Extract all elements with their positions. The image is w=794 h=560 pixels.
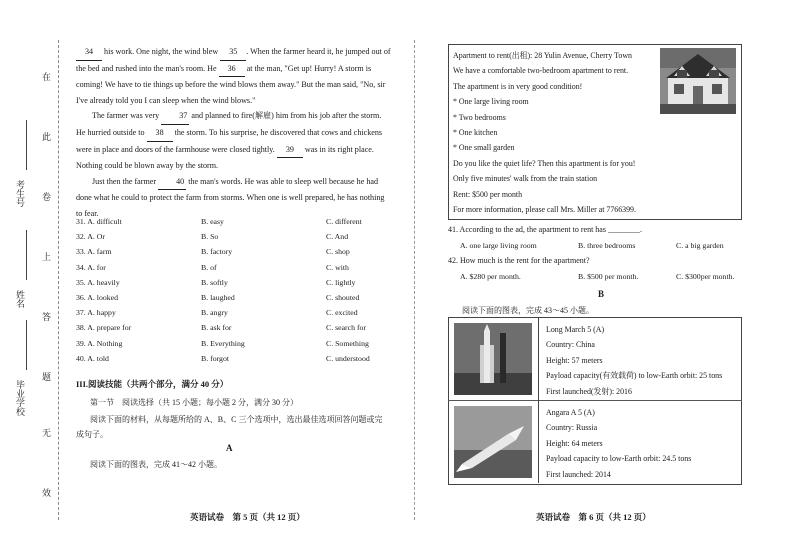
option-39-a[interactable]: 39. A. Nothing (76, 338, 123, 348)
seal-char: 无 (41, 428, 51, 437)
option-40-c[interactable]: C. understood (326, 353, 370, 363)
rocket-photo-angara (454, 406, 532, 478)
part-a-heading: A (226, 443, 233, 453)
option-37-a[interactable]: 37. A. happy (76, 308, 116, 318)
q41-option-b[interactable]: B. three bedrooms (578, 241, 636, 250)
field-name-line (26, 230, 27, 280)
house-photo (660, 48, 736, 114)
option-36-b[interactable]: B. laughed (201, 293, 235, 302)
option-32-a[interactable]: 32. A. Or (76, 232, 106, 242)
option-33-a[interactable]: 33. A. farm (76, 247, 112, 257)
q42-option-c[interactable]: C. $300per month. (676, 272, 735, 281)
field-name: 姓名 (15, 290, 25, 308)
option-34-a[interactable]: 34. A. for (76, 262, 106, 272)
rocket-info-2: Angara A 5 (A) Country: Russia Height: 64 meters Payload capacity to low-Earth orbit: 24.5 tons First launched: 2014 (546, 408, 692, 479)
option-31-a[interactable]: 31. A. difficult (76, 217, 122, 226)
rocket-info-1: Long March 5 (A) Country: China Height: 57 meters Payload capacity(有效载荷) to low-Earth orbit: 25 tons First launched(发射): 2016 (546, 325, 723, 396)
option-37-c[interactable]: C. excited (326, 308, 358, 318)
rocket-photo-long-march (454, 323, 532, 395)
field-exam-number-line (26, 120, 27, 170)
option-38-b[interactable]: B. ask for (201, 323, 232, 333)
part-a-instructions: 阅读下面的图表，完成 41～42 小题。 (90, 460, 222, 469)
instructions-cont: 成句子。 (76, 430, 108, 439)
question-41: 41. According to the ad, the apartment to rent has ________. (448, 225, 642, 234)
field-school-line (26, 320, 27, 370)
field-school: 毕业学校 (15, 380, 25, 416)
instructions: 阅读下面的材料，从每题所给的 A、B、C 三个选项中，选出最佳选项回答问题或完 (90, 415, 383, 424)
option-40-a[interactable]: 40. A. told (76, 353, 109, 363)
ad-text: Apartment to rent(出租): 28 Yulin Avenue, Cherry Town We have a comfortable two-bedroom apartment to rent. The apartment is in very good condition! * One large living room * Two bedrooms * One kitchen * One small garden Do you like the quiet life? Then this apartment is for you! Only five minutes' walk from the train station Rent: $500 per month For more information, please call Mrs. Miller at 7766399. (453, 51, 636, 215)
part-b-heading: B (598, 289, 605, 299)
section-title: III.阅读技能（共两个部分，满分 40 分） (76, 379, 229, 389)
subsection-title: 第一节 阅读选择（共 15 小题；每小题 2 分，满分 30 分） (90, 398, 298, 407)
q42-option-a[interactable]: A. $280 per month. (460, 272, 521, 281)
seal-char: 上 (41, 252, 51, 261)
option-31-c[interactable]: C. different (326, 217, 362, 226)
option-37-b[interactable]: B. angry (201, 308, 228, 318)
footer-page-5: 英语试卷 第 5 页（共 12 页） (190, 512, 305, 522)
option-38-c[interactable]: C. search for (326, 323, 367, 333)
option-38-a[interactable]: 38. A. prepare for (76, 323, 132, 333)
blank-34[interactable]: 34 (76, 44, 102, 61)
option-32-b[interactable]: B. So (201, 232, 219, 242)
seal-char: 此 (41, 132, 51, 141)
seal-char: 卷 (41, 192, 51, 201)
option-35-a[interactable]: 35. A. heavily (76, 277, 120, 287)
rocket-table-col-divider (538, 317, 539, 483)
rocket-table-divider (448, 400, 742, 401)
option-33-c[interactable]: C. shop (326, 247, 350, 257)
footer-page-6: 英语试卷 第 6 页（共 12 页） (536, 512, 651, 522)
passage: 34 his work. One night, the wind blew 35 . When the farmer heard it, he jumped out of the bed and rushed into the man's room. He 36 at the man, "Get up! Hurry! A storm is coming! We have to tie things up before the wind blows them away." But the man said, "No, sir I've already told you I can sleep when the wind blows." The farmer was very 37 and planned to fire(解雇) him from his job after the storm. He hurried outside to 38 the storm. To his surprise, he discovered that cows and chickens were in place and doors of the farmhouse were closed tightly. 39 was in its right place. Nothing could be blown away by the storm. Just then the farmer 40 the man's words. He was able to sleep well because he had done what he could to protect the farm from storms. When one is well prepared, he has nothing to fear. (76, 44, 394, 222)
part-b-instructions: 阅读下面的图表，完成 43～45 小题。 (462, 306, 594, 315)
option-32-c[interactable]: C. And (326, 232, 349, 242)
page-divider (414, 40, 415, 520)
q41-option-a[interactable]: A. one large living room (460, 241, 537, 250)
blank-40[interactable]: 40 (158, 174, 186, 191)
seal-char: 效 (41, 488, 51, 497)
option-33-b[interactable]: B. factory (201, 247, 233, 257)
option-36-c[interactable]: C. shouted (326, 293, 360, 302)
q42-option-b[interactable]: B. $500 per month. (578, 272, 639, 281)
option-34-c[interactable]: C. with (326, 262, 349, 272)
seal-char: 在 (41, 72, 51, 81)
option-35-c[interactable]: C. lightly (326, 277, 356, 287)
option-31-b[interactable]: B. easy (201, 217, 224, 226)
blank-37[interactable]: 37 (161, 108, 189, 125)
seal-char: 题 (41, 372, 51, 381)
question-42: 42. How much is the rent for the apartment? (448, 256, 590, 265)
seal-char: 答 (41, 312, 51, 321)
field-exam-number: 考生号 (15, 180, 25, 207)
option-39-c[interactable]: C. Something (326, 338, 369, 348)
blank-39[interactable]: 39 (277, 142, 303, 159)
option-36-a[interactable]: 36. A. looked (76, 293, 119, 302)
blank-38[interactable]: 38 (147, 125, 173, 142)
option-34-b[interactable]: B. of (201, 262, 217, 272)
option-39-b[interactable]: B. Everything (201, 338, 245, 348)
binding-line (58, 40, 59, 520)
blank-35[interactable]: 35 (220, 44, 246, 61)
option-40-b[interactable]: B. forgot (201, 353, 230, 363)
blank-36[interactable]: 36 (219, 61, 245, 78)
option-35-b[interactable]: B. softly (201, 277, 228, 287)
q41-option-c[interactable]: C. a big garden (676, 241, 724, 250)
